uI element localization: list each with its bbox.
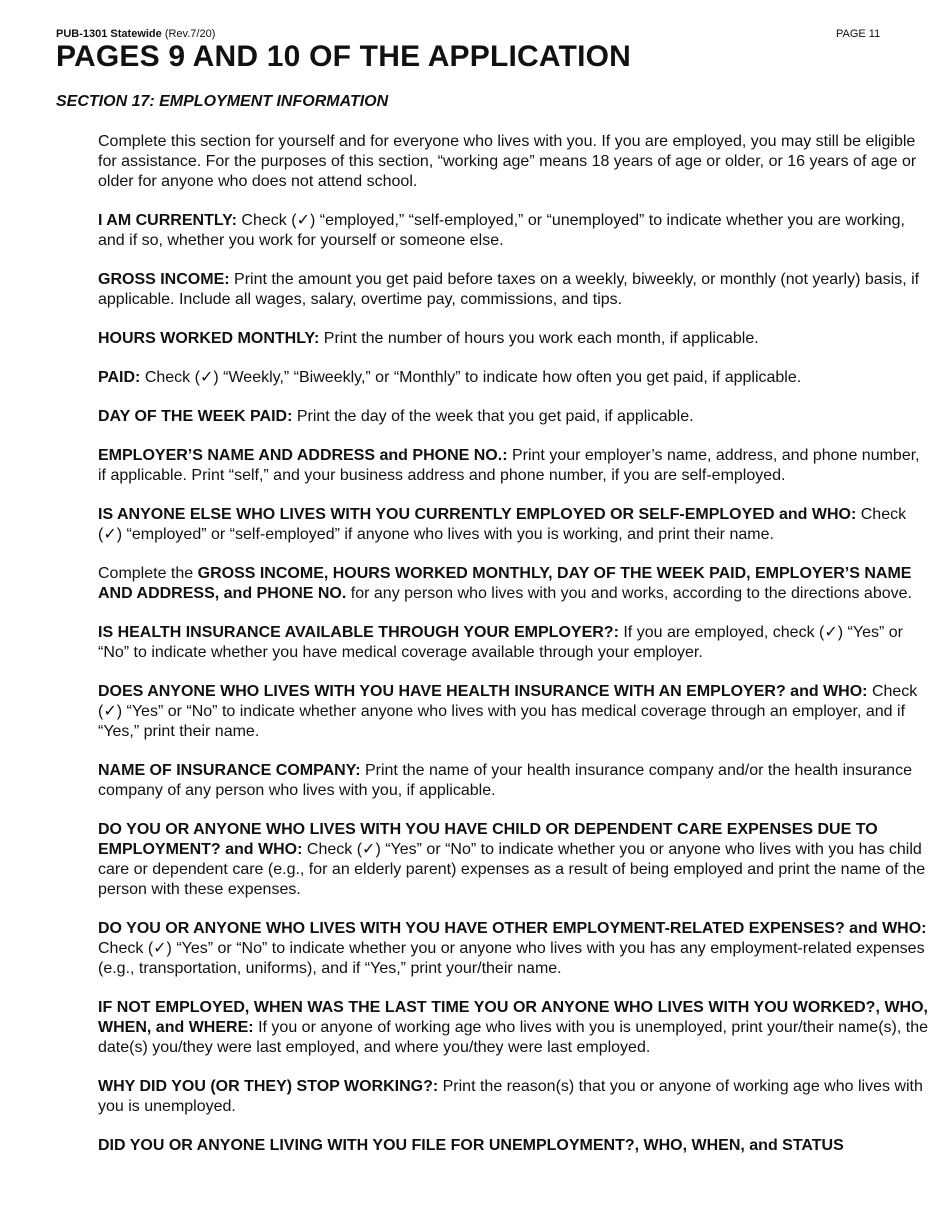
currently-paragraph xyxy=(98,211,928,251)
health-anyone-pre: Check xyxy=(871,683,918,700)
form-id-code: PUB-1301 Statewide xyxy=(56,28,162,40)
day-label: DAY OF THE WEEK PAID: xyxy=(98,408,293,425)
insurance-company-label: NAME OF INSURANCE COMPANY: xyxy=(98,762,361,779)
stop-working-label: WHY DID YOU (OR THEY) STOP WORKING?: xyxy=(98,1078,439,1095)
currently-label: I AM CURRENTLY: xyxy=(98,212,237,229)
health-available-text: “Yes” or “No” to indicate whether you have medical coverage available through your employer. xyxy=(98,624,903,661)
hours-label: HOURS WORKED MONTHLY: xyxy=(98,330,320,347)
instructions-body xyxy=(98,132,928,1175)
page-title: PAGES 9 AND 10 OF THE APPLICATION xyxy=(56,40,632,73)
employer-paragraph xyxy=(98,446,928,486)
day-paragraph xyxy=(98,407,928,427)
complete-the-pre: Complete the xyxy=(98,565,194,582)
not-employed-paragraph xyxy=(98,998,928,1058)
other-expenses-text: “Yes” or “No” to indicate whether you or anyone who lives with you has any employment-related expenses (e.g., transportation, uniforms), and if “Yes,” print your/their name. xyxy=(98,940,925,977)
form-revision: (Rev.7/20) xyxy=(164,28,216,40)
health-available-pre: If you are employed, check xyxy=(623,624,815,641)
paid-text: “Weekly,” “Biweekly,” or “Monthly” to indicate how often you get paid, if applicable. xyxy=(223,369,802,386)
unemployment-paragraph xyxy=(98,1136,928,1156)
health-anyone-label: DOES ANYONE WHO LIVES WITH YOU HAVE HEALTH INSURANCE WITH AN EMPLOYER? and WHO: xyxy=(98,683,868,700)
stop-working-paragraph xyxy=(98,1077,928,1117)
unemployment-label: DID YOU OR ANYONE LIVING WITH YOU FILE FOR UNEMPLOYMENT?, WHO, WHEN, and STATUS xyxy=(98,1137,844,1154)
anyone-employed-label: IS ANYONE ELSE WHO LIVES WITH YOU CURRENTLY EMPLOYED OR SELF-EMPLOYED and WHO: xyxy=(98,506,857,523)
section-heading: SECTION 17: EMPLOYMENT INFORMATION xyxy=(56,93,389,110)
other-expenses-paragraph xyxy=(98,919,928,979)
insurance-company-text: Print the name of your health insurance company and/or the health insurance company of any person who lives with you, if applicable. xyxy=(98,762,912,799)
complete-the-label: GROSS INCOME, HOURS WORKED MONTHLY, DAY OF THE WEEK PAID, EMPLOYER’S NAME AND ADDRESS, and PHONE NO. xyxy=(98,565,912,602)
paid-label: PAID: xyxy=(98,369,141,386)
hours-text: Print the number of hours you work each month, if applicable. xyxy=(323,330,759,347)
health-anyone-paragraph xyxy=(98,682,928,742)
check-mark: (✓) xyxy=(98,526,123,543)
child-care-paragraph xyxy=(98,820,928,900)
intro-paragraph: Complete this section for yourself and for everyone who lives with you. If you are employed, you may still be eligible for assistance. For the purposes of this section, “working age” means 18 years of age or older, or 16 years of age or older for anyone who does not attend school. xyxy=(98,133,917,190)
health-available-paragraph xyxy=(98,623,928,663)
check-mark: (✓) xyxy=(291,212,316,229)
currently-pre: Check xyxy=(241,212,287,229)
anyone-employed-text: “employed” or “self-employed” if anyone who lives with you is working, and print their name. xyxy=(126,526,774,543)
form-identifier xyxy=(56,28,215,40)
anyone-employed-paragraph xyxy=(98,505,933,545)
not-employed-text: If you or anyone of working age who lives with you is unemployed, print your/their name(s), the date(s) you/they were last employed, and where you/they were last employed. xyxy=(98,1019,929,1056)
paid-paragraph xyxy=(98,368,928,388)
day-text: Print the day of the week that you get paid, if applicable. xyxy=(296,408,694,425)
child-care-pre: Check xyxy=(306,841,353,858)
check-mark: (✓) xyxy=(147,940,172,957)
child-care-label: DO YOU OR ANYONE WHO LIVES WITH YOU HAVE CHILD OR DEPENDENT CARE EXPENSES DUE TO EMPLOYMENT? and WHO: xyxy=(98,821,878,858)
employer-label: EMPLOYER’S NAME AND ADDRESS and PHONE NO.: xyxy=(98,447,508,464)
complete-the-paragraph xyxy=(98,564,928,604)
child-care-text: “Yes” or “No” to indicate whether you or anyone who lives with you has child care or dependent care (e.g., for an elderly parent) expenses as a result of being employed and print the name of the person with these expenses. xyxy=(98,841,926,898)
health-available-label: IS HEALTH INSURANCE AVAILABLE THROUGH YOUR EMPLOYER?: xyxy=(98,624,619,641)
check-mark: (✓) xyxy=(356,841,381,858)
check-mark: (✓) xyxy=(194,369,219,386)
employer-text: Print your employer’s name, address, and phone number, if applicable. Print “self,” and your business address and phone number, if you are self-employed. xyxy=(98,447,920,484)
other-expenses-label: DO YOU OR ANYONE WHO LIVES WITH YOU HAVE OTHER EMPLOYMENT-RELATED EXPENSES? and WHO: xyxy=(98,920,927,937)
not-employed-label: IF NOT EMPLOYED, WHEN WAS THE LAST TIME YOU OR ANYONE WHO LIVES WITH YOU WORKED?, WHO, WHEN, and WHERE: xyxy=(98,999,928,1036)
hours-paragraph xyxy=(98,329,928,349)
currently-text: “employed,” “self-employed,” or “unemployed” to indicate whether you are working, and if so, whether you work for yourself or someone else. xyxy=(98,212,905,249)
check-mark: (✓) xyxy=(819,624,844,641)
gross-income-text: Print the amount you get paid before taxes on a weekly, biweekly, or monthly (not yearly) basis, if applicable. Include all wages, salary, overtime pay, commissions, and tips. xyxy=(98,271,920,308)
complete-the-text: for any person who lives with you and works, according to the directions above. xyxy=(350,585,912,602)
health-anyone-text: “Yes” or “No” to indicate whether anyone who lives with you has medical coverage through an employer, and if “Yes,” print their name. xyxy=(98,703,906,740)
gross-income-paragraph xyxy=(98,270,928,310)
other-expenses-pre: Check xyxy=(98,940,144,957)
stop-working-text: Print the reason(s) that you or anyone of working age who lives with you is unemployed. xyxy=(98,1078,923,1115)
anyone-employed-pre: Check xyxy=(860,506,907,523)
page-number: PAGE 11 xyxy=(836,28,881,40)
check-mark: (✓) xyxy=(98,703,123,720)
paid-pre: Check xyxy=(144,369,191,386)
insurance-company-paragraph xyxy=(98,761,928,801)
gross-income-label: GROSS INCOME: xyxy=(98,271,230,288)
